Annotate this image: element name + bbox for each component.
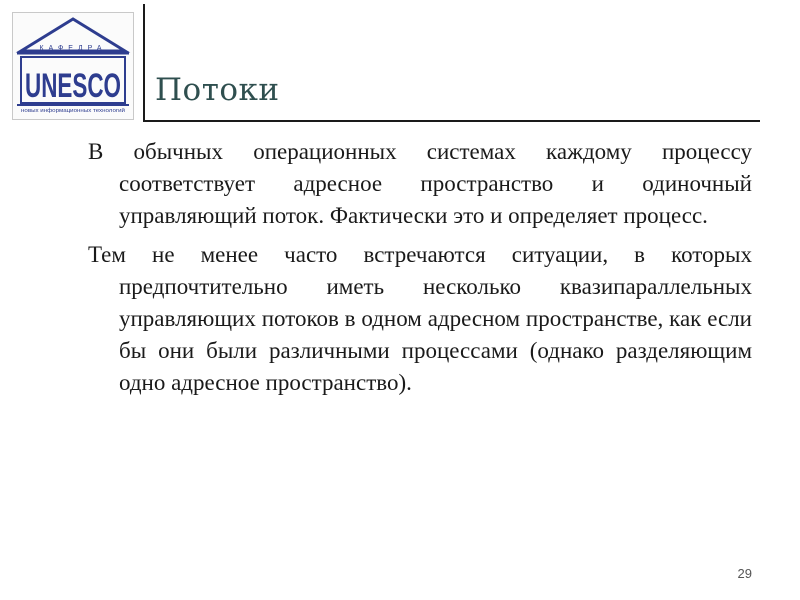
- vertical-divider: [143, 4, 145, 122]
- horizontal-divider: [143, 120, 760, 122]
- logo-arc-text: КАФЕДРА: [39, 45, 107, 52]
- logo-main-text: UNESCO: [25, 67, 121, 105]
- unesco-logo: [12, 12, 134, 120]
- unesco-building-icon: [13, 13, 133, 119]
- paragraph-2: Тем не менее часто встречаются ситуации, в которых предпочтительно иметь несколько квазипараллельных управляющих потоков в одном адресном пространстве, как если бы они были различными процессами (однако разделяющим одно адресное пространство).: [88, 242, 752, 395]
- slide-body: [88, 136, 752, 406]
- slide-title: Потоки: [155, 72, 280, 108]
- logo-sub-text: новых информационных технологий: [21, 108, 106, 114]
- page-number: 29: [737, 566, 752, 581]
- paragraph-1: В обычных операционных системах каждому процессу соответствует адресное пространство и одиночный управляющий поток. Фактически это и определяет процесс.: [88, 139, 752, 228]
